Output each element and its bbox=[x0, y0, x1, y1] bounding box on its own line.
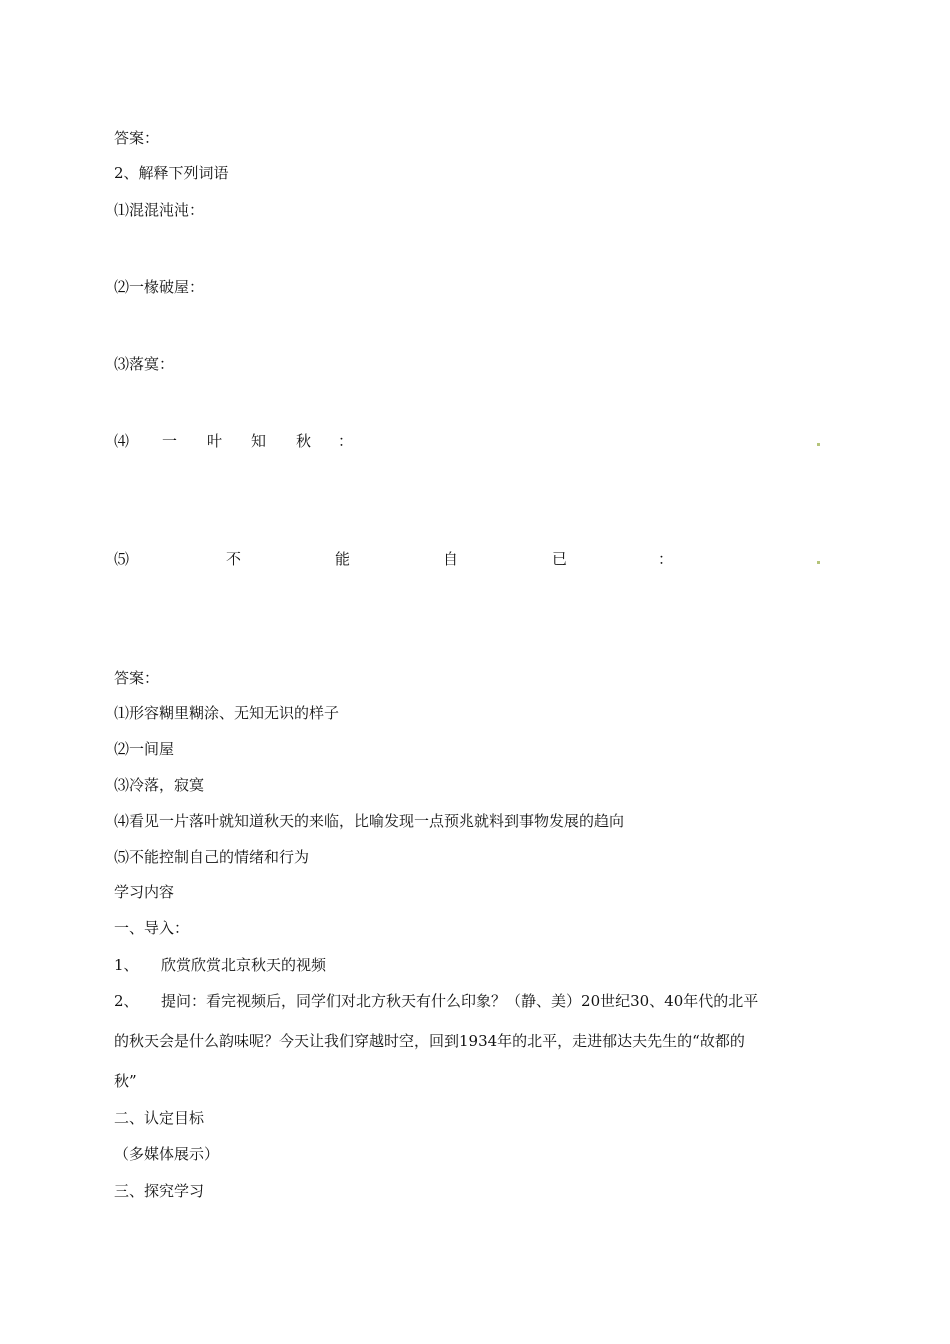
intro-heading: 一、导入： bbox=[114, 919, 190, 937]
answer-item-2: ⑵一间屋 bbox=[114, 740, 175, 758]
step-2-line-2: 的秋天会是什么韵味呢？今天让我们穿越时空，回到1934年的北平，走进郁达夫先生的“故都的 bbox=[114, 1032, 745, 1050]
answer-label: 答案： bbox=[114, 129, 160, 147]
vocab-item-5-number: ⑸ bbox=[114, 550, 130, 568]
vocab-item-5-char: 已 bbox=[552, 550, 568, 568]
step-2-line-3: 秋” bbox=[114, 1072, 137, 1090]
question-title: 2、解释下列词语 bbox=[114, 164, 229, 182]
vocab-item-4-number: ⑷ bbox=[114, 432, 130, 450]
green-dot-mark bbox=[817, 561, 820, 564]
goal-note: （多媒体展示） bbox=[114, 1145, 220, 1163]
answer-item-3: ⑶冷落，寂寞 bbox=[114, 776, 205, 794]
answer-item-5: ⑸不能控制自己的情绪和行为 bbox=[114, 848, 310, 866]
vocab-item-5-char: 自 bbox=[443, 550, 459, 568]
vocab-item-4-char: 一 bbox=[162, 432, 178, 450]
answers-label: 答案： bbox=[114, 669, 160, 687]
vocab-item-3: ⑶落寞： bbox=[114, 355, 175, 373]
explore-heading: 三、探究学习 bbox=[114, 1182, 205, 1200]
vocab-item-4-char: 秋 bbox=[296, 432, 312, 450]
vocab-item-5-char: 不 bbox=[226, 550, 242, 568]
step-2-line-1: 2、 提问：看完视频后，同学们对北方秋天有什么印象？（静、美）20世纪30、40年代的北平 bbox=[114, 992, 759, 1010]
content-heading: 学习内容 bbox=[114, 883, 175, 901]
goal-heading: 二、认定目标 bbox=[114, 1109, 205, 1127]
answer-item-1: ⑴形容糊里糊涂、无知无识的样子 bbox=[114, 704, 340, 722]
vocab-item-5-char: 能 bbox=[335, 550, 351, 568]
answer-item-4: ⑷看见一片落叶就知道秋天的来临，比喻发现一点预兆就料到事物发展的趋向 bbox=[114, 812, 625, 830]
vocab-item-2: ⑵一椽破屋： bbox=[114, 278, 205, 296]
step-1: 1、 欣赏欣赏北京秋天的视频 bbox=[114, 956, 327, 974]
green-dot-mark bbox=[817, 443, 820, 446]
vocab-item-4-char: ： bbox=[338, 432, 354, 450]
vocab-item-1: ⑴混混沌沌： bbox=[114, 201, 205, 219]
vocab-item-4-char: 知 bbox=[251, 432, 267, 450]
vocab-item-4-char: 叶 bbox=[207, 432, 223, 450]
vocab-item-5-char: ： bbox=[658, 550, 674, 568]
